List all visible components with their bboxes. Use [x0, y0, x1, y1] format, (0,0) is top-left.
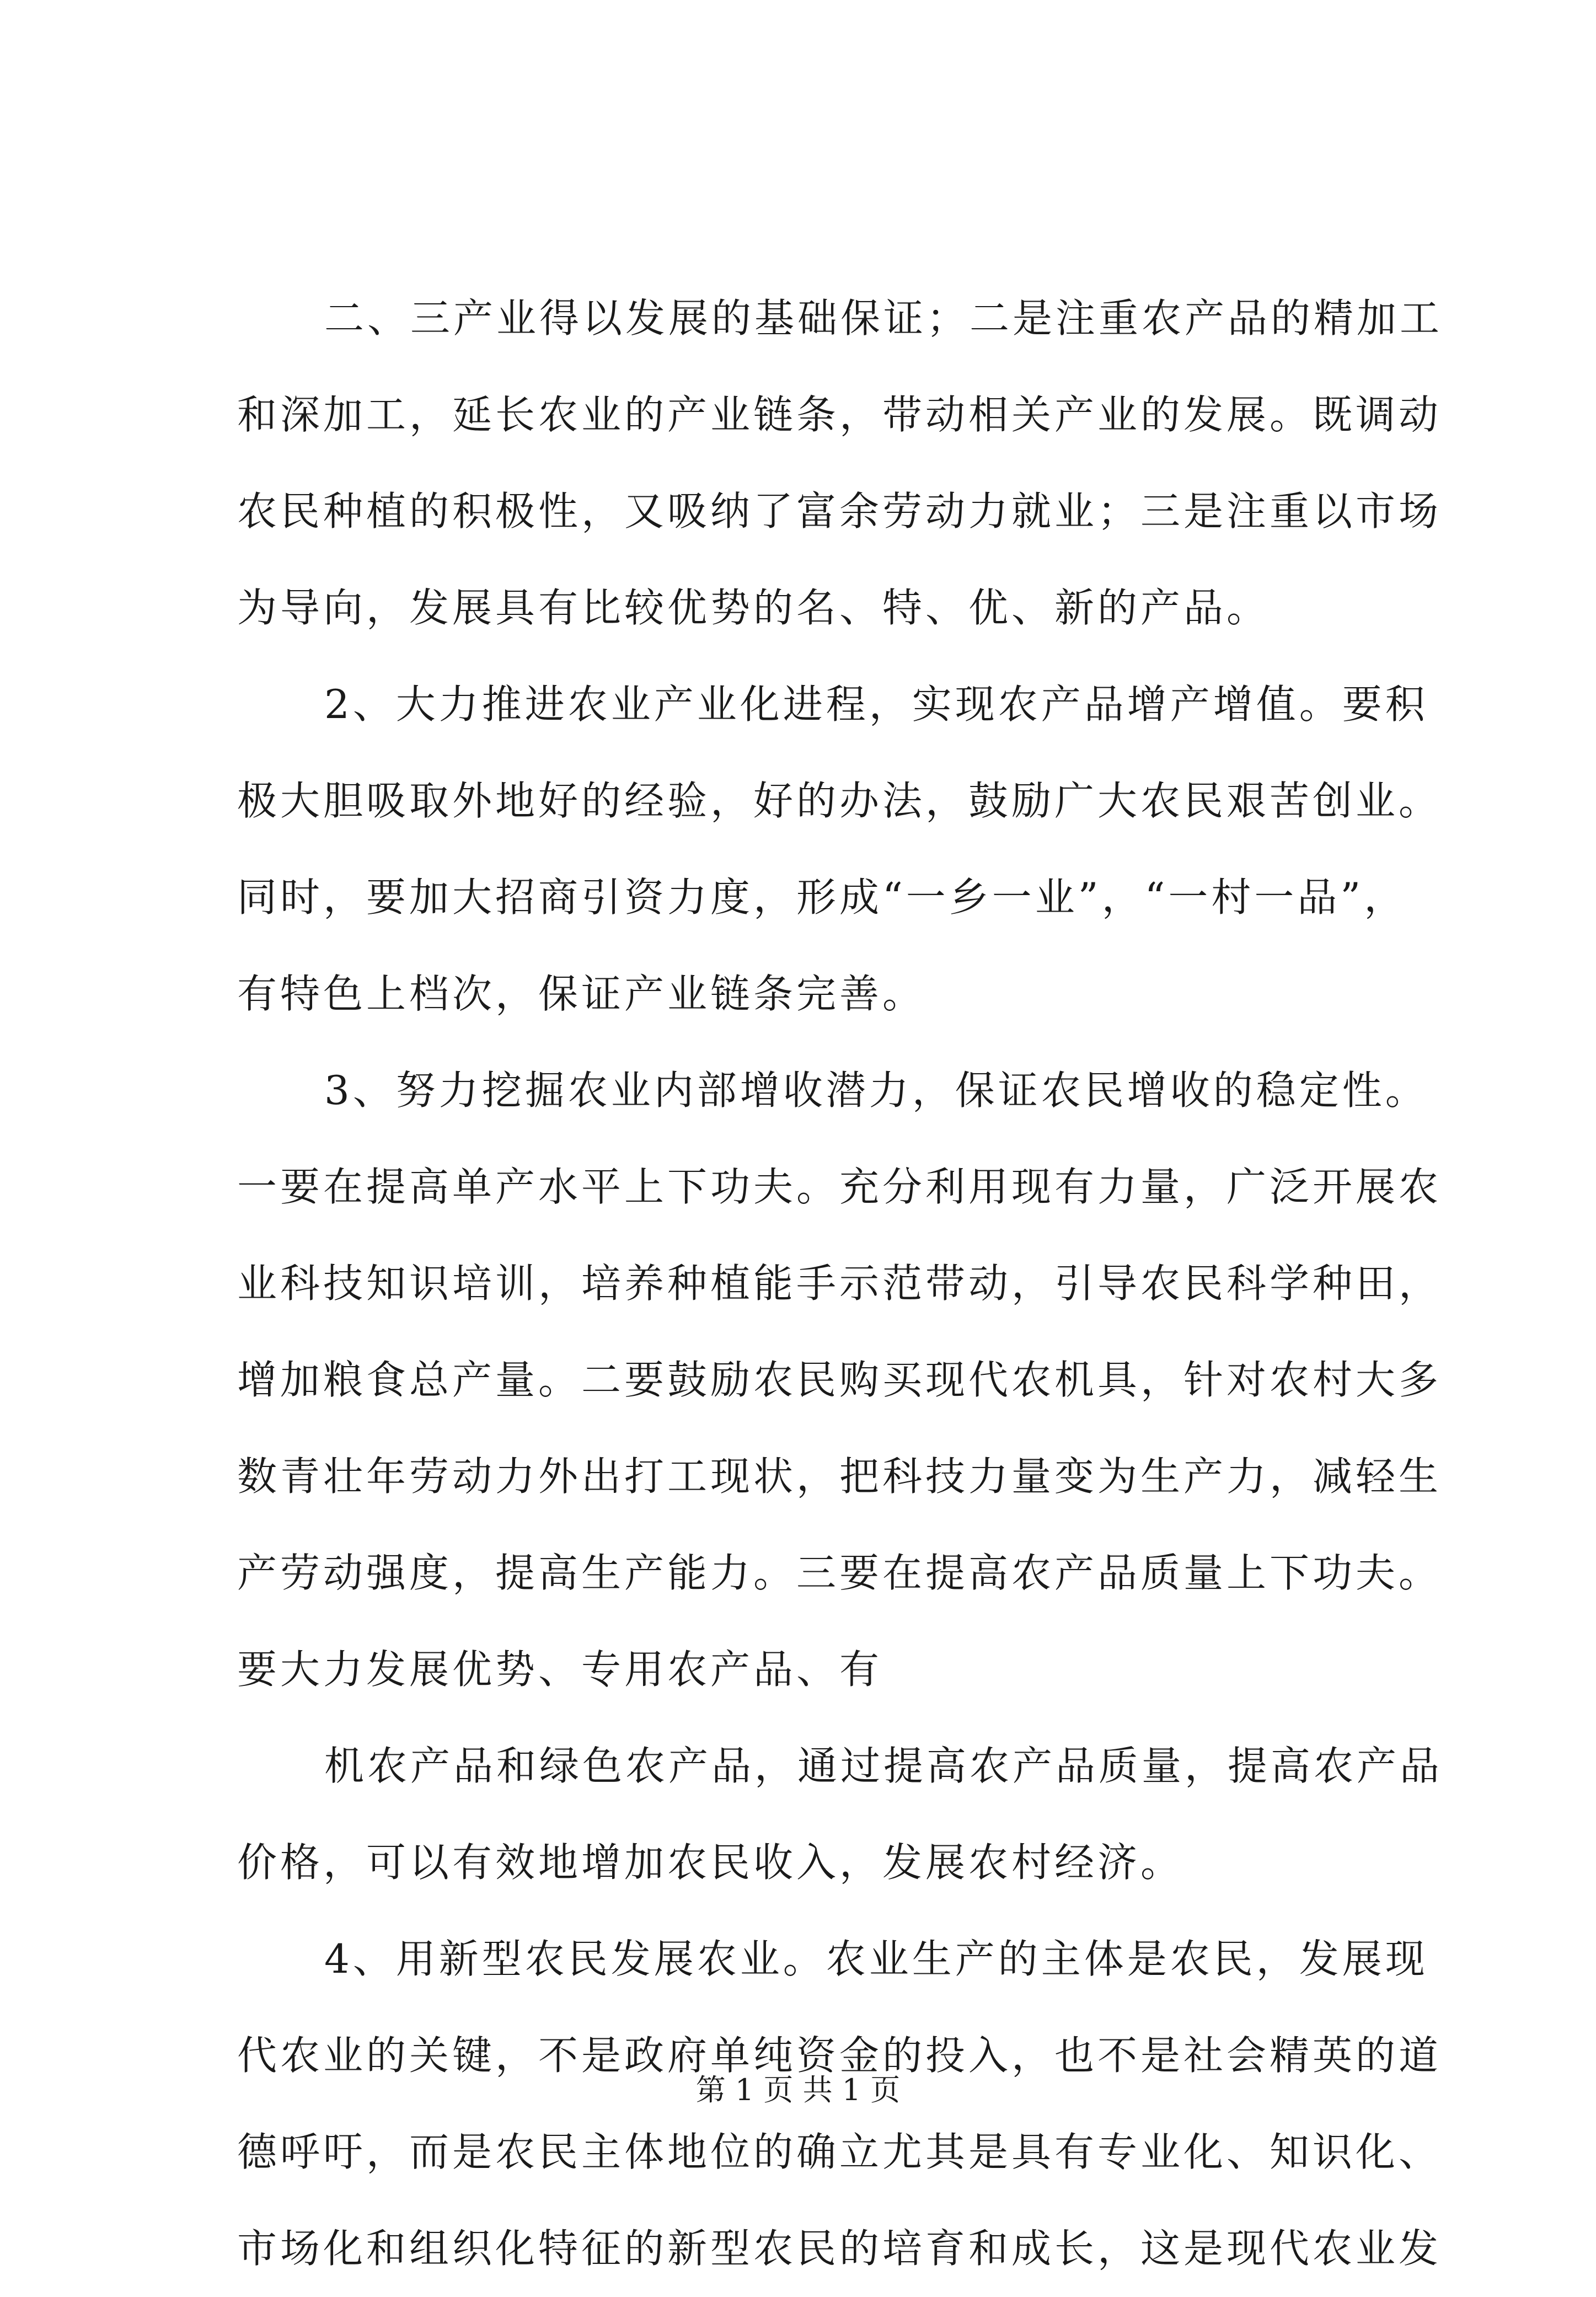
page-number-footer: 第 1 页 共 1 页 [695, 2073, 901, 2107]
text-line: 业科技知识培训，培养种植能手示范带动，引导农民科学种田， [237, 1260, 1442, 1307]
text-line: 同时，要加大招商引资力度，形成“一乡一业”，“一村一品”， [237, 874, 1407, 920]
text-line: 要大力发展优势、专用农产品、有 [237, 1646, 883, 1693]
text-line: 和深加工，延长农业的产业链条，带动相关产业的发展。既调动 [237, 392, 1442, 438]
text-line: 2、大力推进农业产业化进程，实现农产品增产增值。要积 [324, 681, 1428, 727]
text-line: 有特色上档次，保证产业链条完善。 [237, 971, 926, 1017]
text-line: 代农业的关键，不是政府单纯资金的投入，也不是社会精英的道 [237, 2032, 1442, 2079]
document-body [237, 270, 1443, 2297]
text-line: 德呼吁，而是农民主体地位的确立尤其是具有专业化、知识化、 [237, 2129, 1442, 2175]
text-line: 农民种植的积极性，又吸纳了富余劳动力就业；三是注重以市场 [237, 488, 1442, 534]
text-line: 市场化和组织化特征的新型农民的培育和成长，这是现代农业发 [237, 2225, 1442, 2272]
text-line: 4、用新型农民发展农业。农业生产的主体是农民，发展现 [324, 1936, 1428, 1982]
text-line: 价格，可以有效地增加农民收入，发展农村经济。 [237, 1839, 1184, 1886]
text-line: 一要在提高单产水平上下功夫。充分利用现有力量，广泛开展农 [237, 1164, 1442, 1210]
text-line: 产劳动强度，提高生产能力。三要在提高农产品质量上下功夫。 [237, 1550, 1442, 1596]
text-line: 为导向，发展具有比较优势的名、特、优、新的产品。 [237, 585, 1270, 631]
text-line: 数青壮年劳动力外出打工现状，把科技力量变为生产力，减轻生 [237, 1453, 1442, 1500]
text-line: 极大胆吸取外地好的经验，好的办法，鼓励广大农民艰苦创业。 [237, 778, 1442, 824]
text-line: 增加粮食总产量。二要鼓励农民购买现代农机具，针对农村大多 [237, 1357, 1442, 1403]
text-line: 二、三产业得以发展的基础保证；二是注重农产品的精加工 [324, 295, 1443, 341]
text-line: 3、努力挖掘农业内部增收潜力，保证农民增收的稳定性。 [324, 1067, 1428, 1113]
text-line: 机农产品和绿色农产品，通过提高农产品质量，提高农产品 [324, 1743, 1443, 1789]
